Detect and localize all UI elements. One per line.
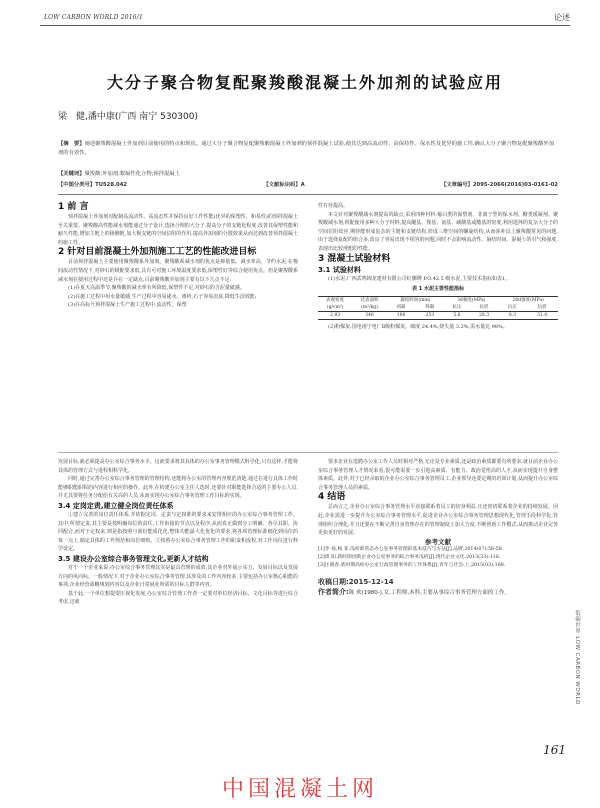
author-bio (318, 588, 558, 598)
references-title: 参考文献 (425, 537, 451, 546)
table-header-cell: (g/cm³) (318, 304, 352, 312)
keywords-text: 聚羧酸;外加剂;絮凝性化合物;预拌混凝土 (84, 171, 180, 177)
journal-side-label: 低碳世界 LOW CARBON WORLD (574, 610, 580, 705)
author-bio-text: 陈 欢(1980-),女,工程师,本科,主要从事综合事务管理方面的工作。 (348, 590, 510, 597)
table-header-cell: 表观密度 (318, 296, 352, 304)
classification-row (58, 181, 558, 190)
table-header-cell: 3d强度(MPa) (444, 296, 498, 304)
right-column-bottom (318, 458, 558, 598)
table-caption: 表 1 水泥主要性能指标 (412, 286, 464, 293)
reference-item: [1]李 扬,杨 菲.浅析新常态办公室事务管理的基本技巧与方法[J].品牌,2014(07):56-58. (318, 547, 504, 553)
table-cell: 5.6 (444, 311, 470, 319)
table-cell: 8.3 (498, 311, 526, 319)
section-label: 论述 (554, 13, 570, 22)
table-header-cell: 抗折 (527, 304, 559, 312)
paragraph: (3)在高标号预拌混凝土生产施工过程中,流动性、保塑 (68, 302, 187, 309)
table-header-cell: 抗压 (498, 304, 526, 312)
keywords (58, 170, 558, 179)
paragraph: 目前预拌混凝土主要使用聚羧酸系外加剂。聚羧酸系减水剂的优点是掺量低、减水率高、节约水泥;在极间流动性情况下,对砂石的级配要求低,具有可对施工环境温度要求低,保塑性好等综合使用优点。但是聚羧酸系减水剂在使用过程中还是存在一定缺点,目前聚羧酸外加剂主要有以下几点不足: (58, 259, 298, 283)
page-number: 161 (543, 743, 566, 757)
right-column-top (318, 202, 558, 331)
table-cell: 253 (415, 311, 444, 319)
heading-section-3-4: 3.4 定岗定责,建立健全岗位责任体系 (58, 501, 174, 510)
keywords-label: 【关键词】 (58, 171, 85, 177)
heading-section-3: 3 混凝土试验材料 (318, 253, 391, 264)
reference-item: [2]周 阳.新时期创新企业办公室事务的综合事务浅析[J].现代企业文化,2013(33):116. (318, 555, 501, 561)
clc-code: 【中图分类号】TU528.042 (58, 182, 128, 188)
left-column-bottom (58, 458, 298, 607)
paragraph: 对于一个企业来说,办公室综合事务管理其实是最具管理的成效,其企业对外展示实力、发展目标以及发展方向的风向标。一般情况下,对于企业办公室综合事务管理,其涉及的工作内容较多,主要包括办公室核心职能的事项,企业经营战略规划内容以及企业日常展业所需的目标人群等内容。 (58, 564, 298, 589)
paragraph: (1)在夏天高温季节,聚羧酸的减水率有所降低,保塑性不足,对砂石的含泥量敏感。 (68, 285, 245, 292)
header-rule (40, 25, 570, 26)
article-title: 大分子聚合物复配聚羧酸混凝土外加剂的试验应用 (106, 73, 503, 92)
meta-divider (58, 194, 558, 195)
table-header-cell: 初凝 (387, 304, 416, 312)
table-header-cell: (m²/kg) (352, 304, 386, 312)
table-cell: 2.93 (318, 311, 352, 319)
received-date: 收稿日期:2015-12-14 (318, 578, 394, 587)
watermark: 中国混凝土网 (221, 777, 378, 802)
reference-list (318, 546, 558, 570)
table-header-cell: 凝结时间(min) (387, 296, 445, 304)
paragraph: ①建立完善的岗位责任体系,并依据定岗、定责与定权准的要求来安排相应的办公室综合事务管理工作。其中,所谓定责,其主要是按明确岗位的责任,工作衔接的节点以及程序,从而真正做到分工明确、各尽其职、协同配合,而对于定权来,则是指按照与部份能质化化,整体功能最大化优化的要求,将各项管理标准细化到岗位的每一点上,制定具体的工作规范和岗位细则。②按照办公室综合事务管理工作的职责和流程,对工作岗位进行科学设定。 (58, 511, 298, 553)
paragraph: 本文针对聚羧酸减水剂提高的缺点,采用四种材料:葡白类的保塑剂、非离子型的保水剂、糖类缓凝剂、聚羧酸减水剂,组配使用多种大分子材料,提高醚基、羧基、氨基、磺酸基或酯基的密度,利用选择的复杂大分子的空间位阻效应,期待能形成复杂的主链和支链结构,形成三维空间的螺旋结构,从而弥补以上聚羧酸常见的问题,由于选择复配的组合多,改良了容易出现不相容的问题,同时不会影响流动性、凝结时间、混凝土的引气和强度,表现出比较理想的性能。 (318, 211, 558, 252)
table-header-cell: 比表面积 (352, 296, 386, 304)
table-cell: 28.3 (470, 311, 499, 319)
heading-intro: 1 前 言 (58, 202, 89, 212)
author-line: 梁 健,潘中康(广西 南宁 530300) (58, 112, 198, 122)
paragraph: 总而言之,企业办公室综合事务管理水平直接联系着员工的切身利益,且还密切联系着企业的持续发展。因此,企业需进一步提升办公室综合事务管理水平,促进企业办公室综合事务管理思想现代化,管理手段科学化,管理组织合理化,并且还要在不断完善自身管理存在的管理制度上加大力度,不断创新工作模式,从而推动企业完善更快更好的发展。 (318, 504, 558, 537)
heading-section-2: 2 针对目前混凝土外加剂施工工艺的性能改进目标 (58, 247, 257, 258)
reference-item: [3]汪晓春.新时期高校办公室行政管理事务的工作体系[J].青年与社会:上,2015(03):168. (318, 563, 506, 569)
table-header-cell: 抗折 (470, 304, 499, 312)
abstract (58, 140, 558, 158)
paragraph: 要求企业在选聘办公室工作人员时相对严格,无论是专业素质,还是政治素质都要有所要求,就目前企业办公室综合事务管理人才情况来看,很可能需要一步引进高素质、有能力、政治觉悟高的人才,从而实现提升自身整体素质。此外,对于已经录取的企业办公室综合事务管理员工,企业领导还要定期的培训计划,从而提升办公室综合事务管理人员的素质。 (318, 459, 558, 491)
left-column-top (58, 202, 298, 310)
paragraph: 基于此,一个单位想提要压视化发展,办公室综合管理工作者一定要对单位经济目标、文化目标等进行综合考虑,这就 (58, 590, 298, 606)
paragraph: (1)水泥:广西武鸣锦龙建材有限公司红狮牌 P.O.42.5 级水泥,主要技术指标如表1。 (328, 275, 511, 282)
table-row (318, 311, 558, 319)
paragraph: 同时,通过完善办公室综合事务管理的管理结构,还能将办公室的管理内容规范清楚,通过在进行具体工作时能够职能职程的内容进行相应的操作。此外,在构建办公室主任人选时,还要针对职能选择合适的主要办公人员,并尤其要将任务分配给有关高的人员,从而实现办公室综合事务管理工作目标的实现。 (58, 476, 298, 500)
paragraph: 预拌混凝土外加剂对配制高流动性、高流态性并保持良好工作性能(优异的保塑性、和易性)的预拌混凝土至关重要。聚羧酸高性能减水剂能通过分子设计,选择合理的大分子,提高分子的支链化程度,改善其保塑性能和耐久性能,增加主链上的极侧链,加大极支链的空间位阻的作用,提高外加剂的分散效果从而达到改善预拌混凝土的施工性。 (58, 214, 298, 246)
table-header-cell: 终凝 (415, 304, 444, 312)
article-separator (58, 452, 558, 453)
abstract-text: 阐述聚羧酸混凝土外加剂目前使用的特点和现状。通过大分子聚合物复配聚羧酸混凝土外加剂的预拌混凝土试验,使其达到高流动性、高保持性、保水性及优异的施工性,确认大分子聚合物复配聚羧酸外加剂的有效性。 (58, 141, 554, 156)
author-bio-label: 作者简介: (318, 588, 349, 597)
cement-properties-table (318, 296, 558, 320)
table-cell: 346 (352, 311, 386, 319)
table-cell: 51.0 (527, 311, 559, 319)
doc-code: 【文献标识码】A (263, 182, 305, 188)
journal-header: LOW CARBON WORLD 2016/1 (44, 14, 144, 21)
paragraph: 发展目标,就必须提高办公室综合事务水平。这就要求将其具体的办公室事务管理模式科学化,只有这样,才能将其体的管理方式与进程相科学化。 (58, 459, 298, 474)
heading-section-3-1: 3.1 试验材料 (318, 265, 361, 274)
table-cell: 186 (387, 311, 416, 319)
heading-conclusion: 4 结语 (318, 492, 346, 503)
heading-section-3-5: 3.5 建设办公室综合事务管理文化,更新人才结构 (58, 554, 209, 563)
table-header-cell: 28d强度(MPa) (498, 296, 558, 304)
paragraph: 性有待提高。 (318, 203, 349, 209)
article-number: 【文章编号】2095-2066(2016)03-0161-02 (441, 182, 558, 188)
abstract-label: 【摘 要】 (58, 141, 85, 147)
paragraph: (2)粉煤灰:国电南宁电厂Ⅱ级粉煤灰。细度 24.4%,烧失量 3.2%,需水量比 98%。 (328, 323, 508, 330)
table-header-cell: 抗压 (444, 304, 470, 312)
paragraph: (2)在施工过程中用水量敏感,生产过程中容易泌水、离析,石子容易沉底,降低生活效能; (68, 293, 257, 300)
